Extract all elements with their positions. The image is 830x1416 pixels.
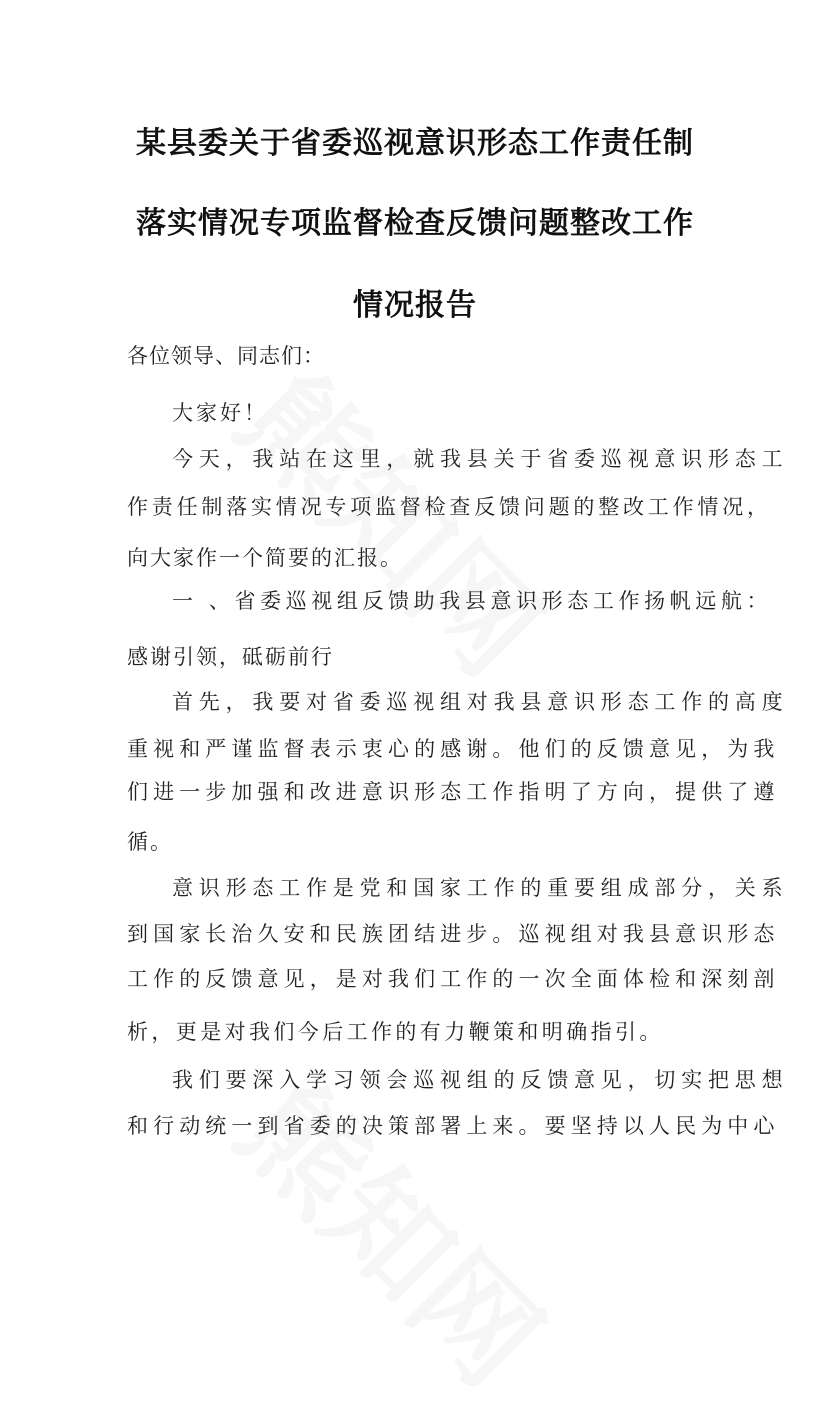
paragraph-line: 我们要深入学习领会巡视组的反馈意见，切实把思想 <box>172 1068 789 1092</box>
paragraph-line: 们进一步加强和改进意识形态工作指明了方向，提供了遵 <box>127 780 780 804</box>
salutation: 各位领导、同志们： <box>127 344 325 368</box>
paragraph-line: 意识形态工作是党和国家工作的重要组成部分，关系 <box>172 876 789 900</box>
paragraph-line: 今天，我站在这里，就我县关于省委巡视意识形态工 <box>172 447 789 471</box>
paragraph-line: 和行动统一到省委的决策部署上来。要坚持以人民为中心 <box>127 1114 780 1138</box>
paragraph-line: 作责任制落实情况专项监督检查反馈问题的整改工作情况， <box>127 495 772 519</box>
greeting: 大家好！ <box>172 401 268 425</box>
section-heading: 一 、省委巡视组反馈助我县意识形态工作扬帆远航： <box>172 589 773 613</box>
document-title-line-1: 某县委关于省委巡视意识形态工作责任制 <box>136 126 694 161</box>
document-title-line-3: 情况报告 <box>353 288 477 323</box>
section-heading-subtitle: 感谢引领，砥砺前行 <box>127 645 334 669</box>
paragraph-line: 工作的反馈意见，是对我们工作的一次全面体检和深刻剖 <box>127 967 780 991</box>
document-title-line-2: 落实情况专项监督检查反馈问题整改工作 <box>136 206 694 241</box>
paragraph-line: 析，更是对我们今后工作的有力鞭策和明确指引。 <box>127 1020 664 1044</box>
paragraph-line: 到国家长治久安和民族团结进步。巡视组对我县意识形态 <box>127 922 780 946</box>
paragraph-line: 向大家作一个简要的汇报。 <box>127 546 403 570</box>
paragraph-line: 重视和严谨监督表示衷心的感谢。他们的反馈意见，为我 <box>127 737 780 761</box>
paragraph-line: 首先，我要对省委巡视组对我县意识形态工作的高度 <box>172 690 789 714</box>
paragraph-line: 循。 <box>127 830 173 854</box>
watermark-logo <box>208 1040 584 1416</box>
